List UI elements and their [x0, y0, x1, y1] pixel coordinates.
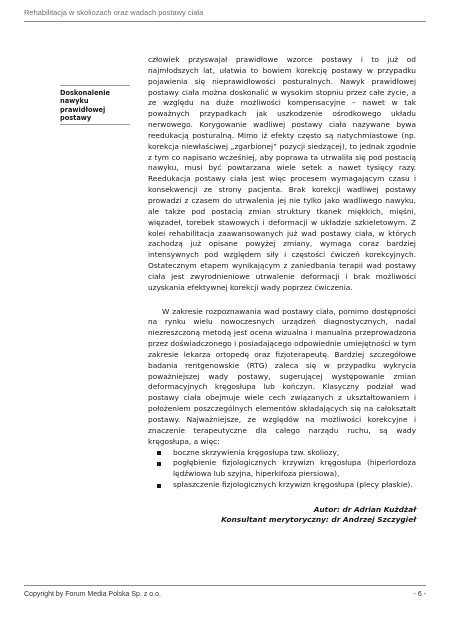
page-number: - 6 - — [413, 591, 426, 598]
list-item-text: pogłębienie fizjologicznych krzywizn kręgosłupa (hiperlordoza lędźwiowa lub szyjna, hiperkifoza piersiowa), — [173, 458, 416, 479]
sidebar-bottom-rule — [60, 124, 130, 125]
sidebar-top-rule — [60, 85, 130, 86]
consultant-line: Konsultant merytoryczny: dr Andrzej Szczygieł — [221, 515, 416, 525]
main-text-column — [148, 55, 416, 526]
list-item — [148, 448, 416, 459]
footer-copyright: Copyright by Forum Media Polska Sp. z o.o. — [24, 591, 161, 598]
footer-divider — [24, 585, 426, 586]
list-item — [148, 458, 416, 480]
sidebar-heading: Doskonalenie nawyku prawidłowej postawy — [60, 89, 110, 122]
list-item-text: boczne skrzywienia kręgosłupa tzw. skoliozy, — [173, 447, 340, 457]
square-bullet-icon — [157, 451, 161, 455]
list-item-text: spłaszczenie fizjologicznych krzywizn kręgosłupa (plecy płaskie). — [173, 480, 413, 490]
running-header-title: Rehabilitacja w skoliozach oraz wadach postawy ciała — [24, 8, 204, 17]
spine-defects-list — [148, 448, 416, 491]
header-divider — [24, 21, 426, 22]
square-bullet-icon — [157, 484, 161, 488]
paragraph-2: W zakresie rozpoznawania wad postawy ciała, pomimo dostępności na rynku wielu nowoczesnych urządzeń diagnostycznych, nadal niezreszczoną metodą jest ocena wizualna i manualna przeprowadzona przez doświadczonego i posiadającego odpowiednie umiejętności w tym zakresie lekarza ortopedę oraz fizjoterapeutę. Bardziej szczegółowe badania rentgenowskie (RTG) zaleca się w przypadku wykrycia poważniejszej wady postawy, sugerującej występowanie zmian deformacyjnych kręgosłupa lub kończyn. Klasyczny podział wad postawy ciała obejmuje wiele cech związanych z ukształtowaniem i położeniem poszczególnych elementów składających się na całokształt postawy. Najważniejsze, ze względów na możliwości korekcyjne i znaczenie terapeutyczne dla całego narządu ruchu, są wady kręgosłupa, a więc: — [148, 306, 416, 446]
author-block — [148, 505, 416, 526]
square-bullet-icon — [157, 462, 161, 466]
author-line: Autor: dr Adrian Kużdżał — [313, 504, 416, 514]
list-item — [148, 480, 416, 491]
paragraph-1: człowiek przyswajał prawidłowe wzorce postawy i to już od najmłodszych lat, ułatwia to bowiem korekcję postawy w przypadku pojawienia się nieprawidłowości posturalnych. Nawyk prawidłowej postawy ciała można doskonalić w wysokim stopniu przez całe życie, a ze względu na duże możliwości kompensacyjne – nawet w tak poważnych przypadkach jak uszkodzenie ośrodkowego układu nerwowego. Korygowanie wadliwej postawy ciała nazywane bywa reedukacją posturalną. Mimo iż efekty często są natychmiastowe (np. korekcja niewłaściwej „zgarbionej” pozycji siedzącej), to jednak zgodnie z tym co napisano wcześniej, aby poprawa ta utrwaliła się pod postacią nawyku, musi być powtarzana wiele setek a nawet tysięcy razy. Reedukacja postawy ciała jest więc procesem wymagającym czasu i konsekwencji ze strony pacjenta. Brak korekcji wadliwej postawy prowadzi z czasem do utrwalenia jej nie tylko jako wadliwego nawyku, ale także pod postacią zmian struktury tkanek miękkich, mięśni, więzadeł, torebek stawowych i deformacji w układzie szkieletowym. Z kolei rehabilitacja zaawansowanych już wad postawy ciała, w których zachodzą już opisane powyżej zmiany, wymaga coraz bardziej intensywnych pod względem siły i częstości ćwiczeń korekcyjnych. Ostatecznym etapem wynikającym z zaniedbania terapii wad postawy ciała jest zwyrodnieniowe utrwalenie deformacji i brak możliwości uzyskania efektywnej korekcji wady poprzez ćwiczenia. — [148, 55, 416, 292]
